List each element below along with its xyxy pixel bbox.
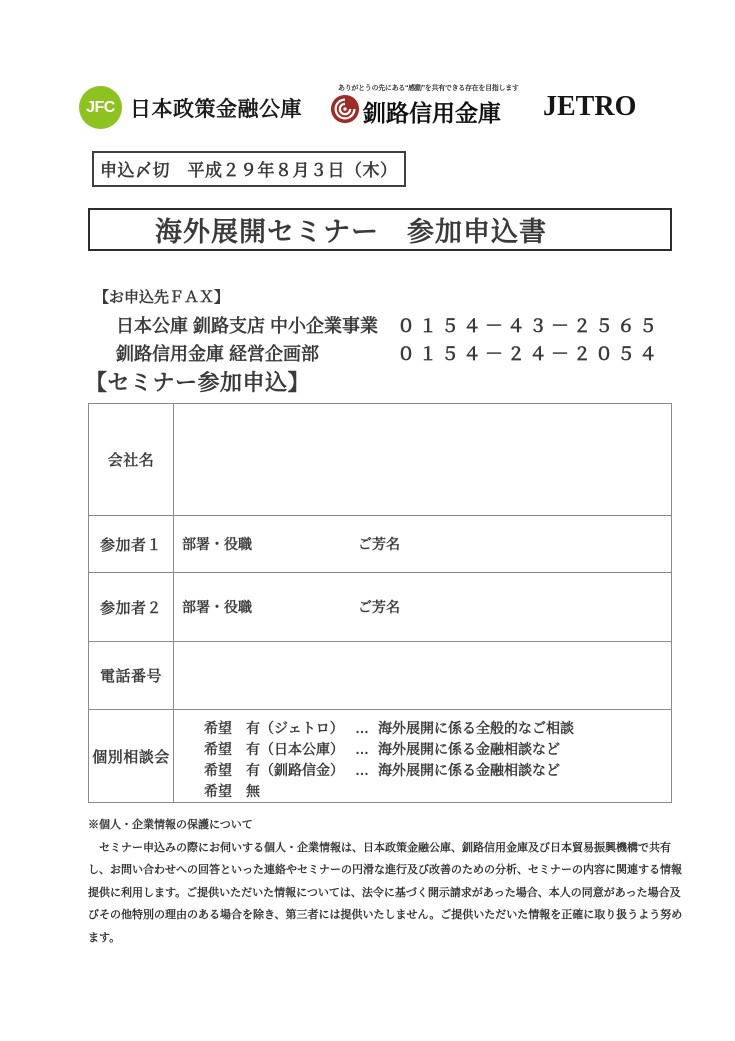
application-section-heading: 【セミナー参加申込】 bbox=[85, 370, 311, 395]
fax-heading: 【お申込先ＦＡＸ】 bbox=[94, 289, 230, 306]
deadline-box bbox=[92, 151, 406, 187]
fax-org-name: 釧路信用金庫 経営企画部 bbox=[116, 344, 319, 364]
row-label-company: 会社名 bbox=[89, 404, 174, 516]
application-table bbox=[88, 403, 672, 803]
privacy-notice bbox=[88, 814, 684, 949]
kushiro-spiral-icon bbox=[330, 94, 360, 129]
row-label-phone: 電話番号 bbox=[89, 642, 174, 710]
dept-title-label: 部署・役職 bbox=[182, 599, 252, 615]
jetro-logo: JETRO bbox=[543, 91, 637, 122]
jfc-logo bbox=[79, 86, 302, 129]
participant2-field bbox=[174, 573, 672, 642]
kushiro-tagline: ありがとうの先にある“感動”を共有できる存在を目指します bbox=[338, 85, 519, 92]
privacy-body: セミナー申込みの際にお伺いする個人・企業情報は、日本政策金融公庫、釧路信用金庫及び日本貿易振興機構で共有し、お問い合わせへの回答といった連絡やセミナーの円滑な進行及び改善のための分析、セミナーの内容に関連する情報提供に利用します。ご提供いただいた情報については、法令に基づく開示請求があった場合、本人の同意があった場合及びその他特別の理由のある場合を除き、第三者には提供いたしません。ご提供いただいた情報を正確に取り扱うよう努めます。 bbox=[88, 841, 683, 944]
consultation-options-cell bbox=[174, 710, 672, 803]
kushiro-shinkin-logo bbox=[330, 83, 519, 129]
consult-option-jetro: 希望 有（ジェトロ） … 海外展開に係る全般的なご相談 bbox=[204, 720, 574, 736]
fax-section bbox=[94, 286, 661, 368]
fax-line-kushiro bbox=[116, 340, 661, 368]
name-label: ご芳名 bbox=[358, 599, 400, 615]
fax-org-name: 日本公庫 釧路支店 中小企業事業 bbox=[116, 316, 379, 336]
table-row-company bbox=[89, 404, 672, 516]
table-row-phone bbox=[89, 642, 672, 710]
jfc-logo-text: 日本政策金融公庫 bbox=[130, 97, 302, 121]
deadline-text: 申込〆切 平成２９年８月３日（木） bbox=[100, 161, 398, 180]
fax-number: ０１５４－４３－２５６５ bbox=[397, 316, 661, 336]
consult-option-jfc: 希望 有（日本公庫） … 海外展開に係る金融相談など bbox=[204, 741, 560, 757]
jfc-circle-icon: JFC bbox=[79, 86, 122, 129]
fax-number: ０１５４－２４－２０５４ bbox=[397, 344, 661, 364]
table-row-participant2 bbox=[89, 573, 672, 642]
consult-option-none: 希望 無 bbox=[204, 783, 260, 799]
participant1-field bbox=[174, 516, 672, 573]
privacy-heading: ※個人・企業情報の保護について bbox=[88, 819, 253, 831]
name-label: ご芳名 bbox=[358, 536, 400, 552]
phone-number-field bbox=[174, 642, 672, 710]
table-row-participant1 bbox=[89, 516, 672, 573]
page-title: 海外展開セミナー 参加申込書 bbox=[155, 217, 547, 247]
kushiro-logo-text: 釧路信用金庫 bbox=[363, 100, 501, 126]
row-label-consultation: 個別相談会 bbox=[89, 710, 174, 803]
dept-title-label: 部署・役職 bbox=[182, 536, 252, 552]
row-label-participant1: 参加者１ bbox=[89, 516, 174, 573]
row-label-participant2: 参加者２ bbox=[89, 573, 174, 642]
fax-line-jfc bbox=[116, 312, 661, 340]
company-name-field bbox=[174, 404, 672, 516]
form-title-box bbox=[88, 208, 672, 251]
consult-option-kushiro: 希望 有（釧路信金） … 海外展開に係る金融相談など bbox=[204, 762, 560, 778]
table-row-consultation bbox=[89, 710, 672, 803]
